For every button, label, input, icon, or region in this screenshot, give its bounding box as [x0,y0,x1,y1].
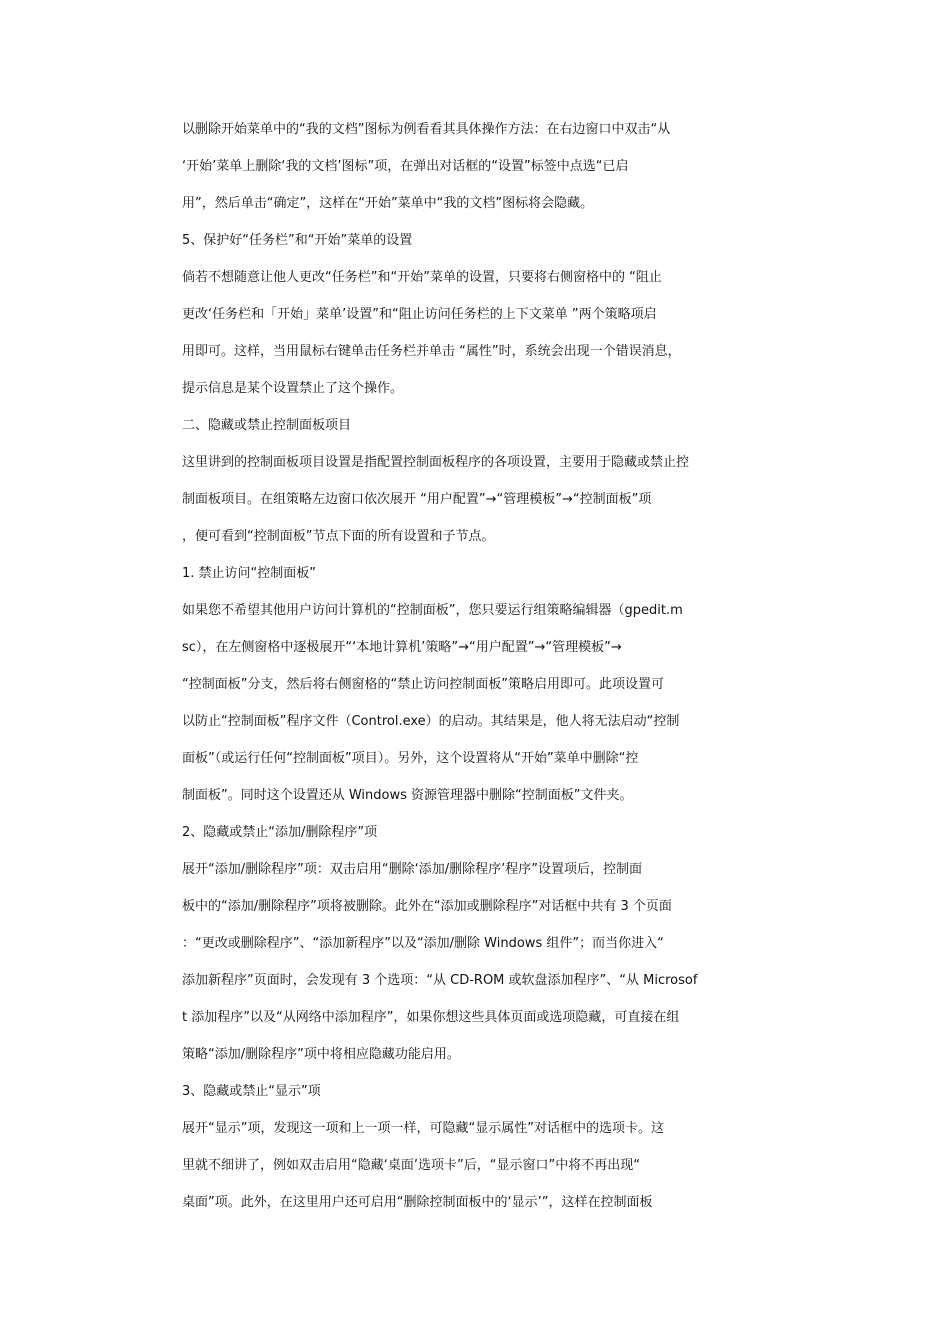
text-line: 用即可。这样，当用鼠标右键单击任务栏并单击 “属性”时，系统会出现一个错误消息， [182,344,681,359]
text-line: 以删除开始菜单中的“我的文档”图标为例看看其具体操作方法：在右边窗口中双击“从 [182,122,671,137]
text-line: t 添加程序”以及“从网络中添加程序”，如果你想这些具体页面或选项隐藏，可直接在组 [182,1010,680,1025]
text-line: 添加新程序”页面时，会发现有 3 个选项：“从 CD-ROM 或软盘添加程序”、“从 Microsof [182,973,698,988]
text-line: 里就不细讲了，例如双击启用“隐藏‘桌面’选项卡”后，“显示窗口”中将不再出现“ [182,1158,640,1173]
section-heading: 1. 禁止访问“控制面板” [182,566,317,581]
text-line: 面板”（或运行任何“控制面板”项目）。另外，这个设置将从“开始”菜单中删除“控 [182,751,639,766]
text-line: 倘若不想随意让他人更改“任务栏”和“开始”菜单的设置，只要将右侧窗格中的 “阻止 [182,270,662,285]
text-line: sc），在左侧窗格中逐极展开“‘本地计算机’策略”→“用户配置”→“管理模板”→ [182,640,622,655]
text-line: 如果您不希望其他用户访问计算机的“控制面板”，您只要运行组策略编辑器（gpedit.m [182,603,683,618]
text-line: ，便可看到“控制面板”节点下面的所有设置和子节点。 [182,529,495,544]
text-line: 用”，然后单击“确定”，这样在“开始”菜单中“我的文档”图标将会隐藏。 [182,196,594,211]
text-line: 制面板”。同时这个设置还从 Windows 资源管理器中删除“控制面板”文件夹。 [182,788,633,803]
text-line: 以防止“控制面板”程序文件（Control.exe）的启动。其结果是，他人将无法启动“控制 [182,714,680,729]
text-line: 更改‘任务栏和「开始」菜单’设置”和“阻止访问任务栏的上下文菜单 ”两个策略项启 [182,307,657,322]
text-line: 桌面”项。此外，在这里用户还可启用“删除控制面板中的‘显示’”，这样在控制面板 [182,1195,653,1210]
text-line: 提示信息是某个设置禁止了这个操作。 [182,381,404,396]
text-line: 制面板项目。在组策略左边窗口依次展开 “用户配置”→“管理模板”→“控制面板”项 [182,492,652,507]
text-line: 策略“添加/删除程序”项中将相应隐藏功能启用。 [182,1047,460,1062]
text-line: 这里讲到的控制面板项目设置是指配置控制面板程序的各项设置，主要用于隐藏或禁止控 [182,455,690,470]
text-line: 展开“显示”项，发现这一项和上一项一样，可隐藏“显示属性”对话框中的选项卡。这 [182,1121,664,1136]
text-line: 板中的“添加/删除程序”项将被删除。此外在“添加或删除程序”对话框中共有 3 个页面 [182,899,672,914]
section-heading: 3、隐藏或禁止“显示”项 [182,1084,321,1099]
text-line: ‘开始’菜单上删除‘我的文档’图标”项，在弹出对话框的“设置”标签中点选“已启 [182,159,629,174]
section-heading: 5、保护好“任务栏”和“开始”菜单的设置 [182,233,413,248]
text-line: ：“更改或删除程序”、“添加新程序”以及“添加/删除 Windows 组件”；而当你进入“ [182,936,664,951]
section-heading: 二、隐藏或禁止控制面板项目 [182,418,352,433]
text-line: 展开“添加/删除程序”项：双击启用“删除‘添加/删除程序’程序”设置项后，控制面 [182,862,642,877]
text-line: “控制面板”分支，然后将右侧窗格的“禁止访问控制面板”策略启用即可。此项设置可 [182,677,664,692]
section-heading: 2、隐藏或禁止“添加/删除程序”项 [182,825,378,840]
